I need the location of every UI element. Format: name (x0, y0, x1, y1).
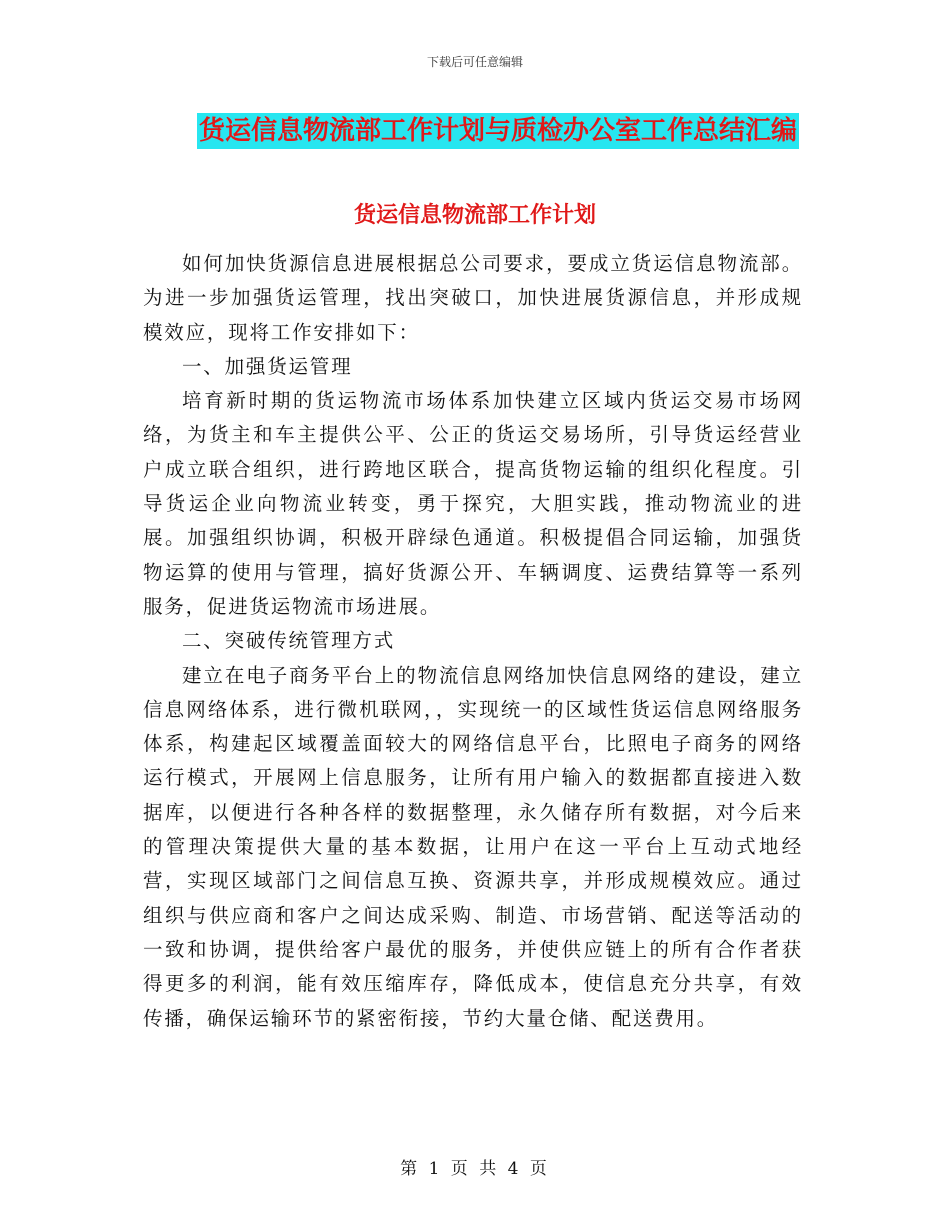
page-footer: 第 1 页 共 4 页 (400, 1159, 550, 1179)
header-note: 下载后可任意编辑 (426, 55, 523, 69)
section-title: 货运信息物流部工作计划 (353, 203, 596, 228)
heading-1: 一、加强货运管理 (182, 354, 353, 378)
paragraph-intro: 如何加快货源信息进展根据总公司要求，要成立货运信息物流部。为进一步加强货运管理，找出突破口，加快进展货源信息，并形成规模效应，现将工作安排如下： (143, 252, 803, 344)
paragraph-1: 培育新时期的货运物流市场体系加快建立区域内货运交易市场网络，为货主和车主提供公平、公正的货运交易场所，引导货运经营业户成立联合组织，进行跨地区联合，提高货物运输的组织化程度。引导货运企业向物流业转变，勇于探究，大胆实践，推动物流业的进展。加强组织协调，积极开辟绿色通道。积极提倡合同运输，加强货物运算的使用与管理，搞好货源公开、车辆调度、运费结算等一系列服务，促进货运物流市场进展。 (143, 389, 803, 618)
document-title: 货运信息物流部工作计划与质检办公室工作总结汇编 (197, 113, 799, 149)
paragraph-2: 建立在电子商务平台上的物流信息网络加快信息网络的建设，建立信息网络体系，进行微机联网，，实现统一的区域性货运信息网络服务体系，构建起区域覆盖面较大的网络信息平台，比照电子商务的网络运行模式，开展网上信息服务，让所有用户输入的数据都直接进入数据库，以便进行各种各样的数据整理，永久储存所有数据，对今后来的管理决策提供大量的基本数据，让用户在这一平台上互动式地经营，实现区域部门之间信息互换、资源共享，并形成规模效应。通过组织与供应商和客户之间达成采购、制造、市场营销、配送等活动的一致和协调，提供给客户最优的服务，并使供应链上的所有合作者获得更多的利润，能有效压缩库存，降低成本，使信息充分共享，有效传播，确保运输环节的紧密衔接，节约大量仓储、配送费用。 (143, 663, 803, 1030)
document-title-container (0, 113, 950, 149)
heading-2: 二、突破传统管理方式 (182, 629, 396, 653)
document-body (143, 247, 803, 1036)
